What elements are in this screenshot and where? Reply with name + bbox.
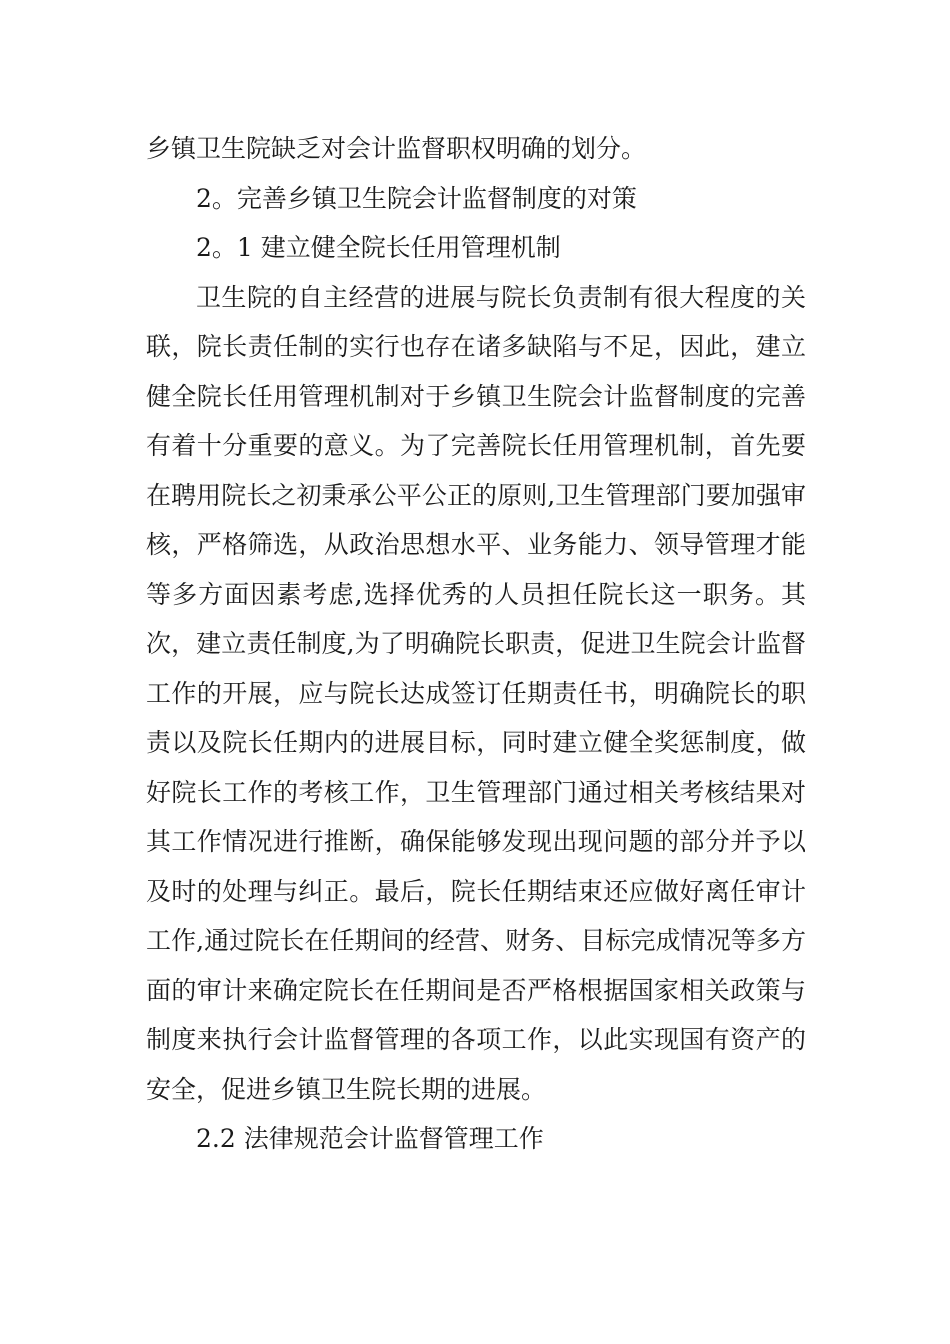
document-body bbox=[146, 124, 806, 1164]
section-heading-2: 2。完善乡镇卫生院会计监督制度的对策 bbox=[196, 183, 637, 213]
section-heading-2-2: 2.2 法律规范会计监督管理工作 bbox=[196, 1124, 544, 1153]
body-paragraph: 卫生院的自主经营的进展与院长负责制有很大程度的关联，院长责任制的实行也存在诸多缺陷与不足，因此，建立健全院长任用管理机制对于乡镇卫生院会计监督制度的完善有着十分重要的意义。为了完善院长任用管理机制，首先要在聘用院长之初秉承公平公正的原则,卫生管理部门要加强审核，严格筛选，从政治思想水平、业务能力、领导管理才能等多方面因素考虑,选择优秀的人员担任院长这一职务。其次，建立责任制度,为了明确院长职责，促进卫生院会计监督工作的开展，应与院长达成签订任期责任书，明确院长的职责以及院长任期内的进展目标，同时建立健全奖惩制度，做好院长工作的考核工作，卫生管理部门通过相关考核结果对其工作情况进行推断，确保能够发现出现问题的部分并予以及时的处理与纠正。最后，院长任期结束还应做好离任审计工作,通过院长在任期间的经营、财务、目标完成情况等多方面的审计来确定院长在任期间是否严格根据国家相关政策与制度来执行会计监督管理的各项工作，以此实现国有资产的安全，促进乡镇卫生院长期的进展。 bbox=[146, 282, 806, 1104]
section-heading-2-1: 2。1 建立健全院长任用管理机制 bbox=[196, 233, 561, 262]
intro-line: 乡镇卫生院缺乏对会计监督职权明确的划分。 bbox=[146, 134, 647, 163]
